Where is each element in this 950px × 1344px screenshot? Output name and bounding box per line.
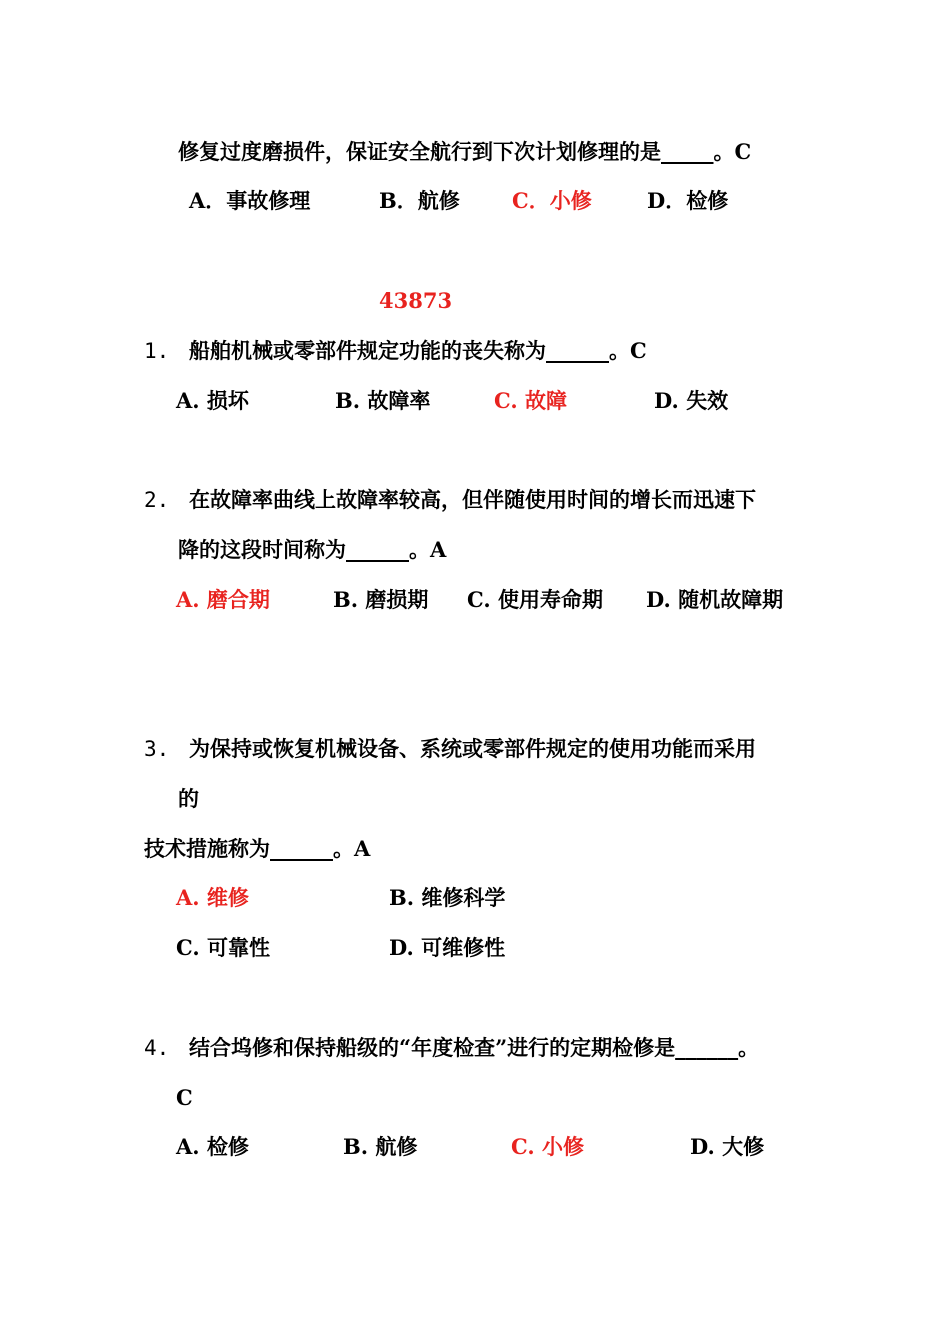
option-d: D．检修 (647, 188, 729, 213)
option-c-correct: C．小修 (512, 188, 592, 213)
question-number: 4. (144, 1036, 170, 1060)
question-stem: 船舶机械或零部件规定功能的丧失称为______。C (189, 338, 647, 363)
option-c: C. 使用寿命期 (467, 587, 603, 612)
question-stem-line: 结合坞修和保持船级的“年度检查”进行的定期检修是______。 (189, 1035, 760, 1060)
question-stem-line: 的 (178, 786, 199, 811)
option-b: B. 磨损期 (333, 587, 429, 612)
question-stem: 修复过度磨损件，保证安全航行到下次计划修理的是_____。C (178, 139, 752, 164)
section-code: 43873 (379, 288, 453, 313)
option-a: A. 检修 (176, 1134, 249, 1159)
option-d: D. 随机故障期 (646, 587, 784, 612)
option-c-correct: C. 小修 (511, 1134, 584, 1159)
question-stem-line: 技术措施称为______。A (144, 836, 371, 861)
option-b: B．航修 (379, 188, 460, 213)
option-c: C. 可靠性 (176, 935, 270, 960)
option-d: D. 可维修性 (389, 935, 506, 960)
question-stem-line: 为保持或恢复机械设备、系统或零部件规定的使用功能而采用 (189, 736, 756, 761)
question-number: 3. (144, 737, 170, 761)
option-d: D. 失效 (654, 388, 729, 413)
option-c-correct: C. 故障 (494, 388, 567, 413)
option-b: B. 航修 (343, 1134, 418, 1159)
question-stem-line: 降的这段时间称为______。A (178, 537, 447, 562)
option-a-correct: A. 维修 (176, 885, 249, 910)
question-stem-line: C (176, 1085, 193, 1110)
question-number: 1. (144, 339, 170, 363)
option-b: B. 维修科学 (389, 885, 506, 910)
option-a: A．事故修理 (189, 188, 311, 213)
question-number: 2. (144, 488, 170, 512)
option-a-correct: A. 磨合期 (176, 587, 270, 612)
question-stem-line: 在故障率曲线上故障率较高，但伴随使用时间的增长而迅速下 (189, 487, 756, 512)
option-b: B. 故障率 (335, 388, 431, 413)
option-a: A. 损坏 (176, 388, 249, 413)
option-d: D. 大修 (690, 1134, 765, 1159)
